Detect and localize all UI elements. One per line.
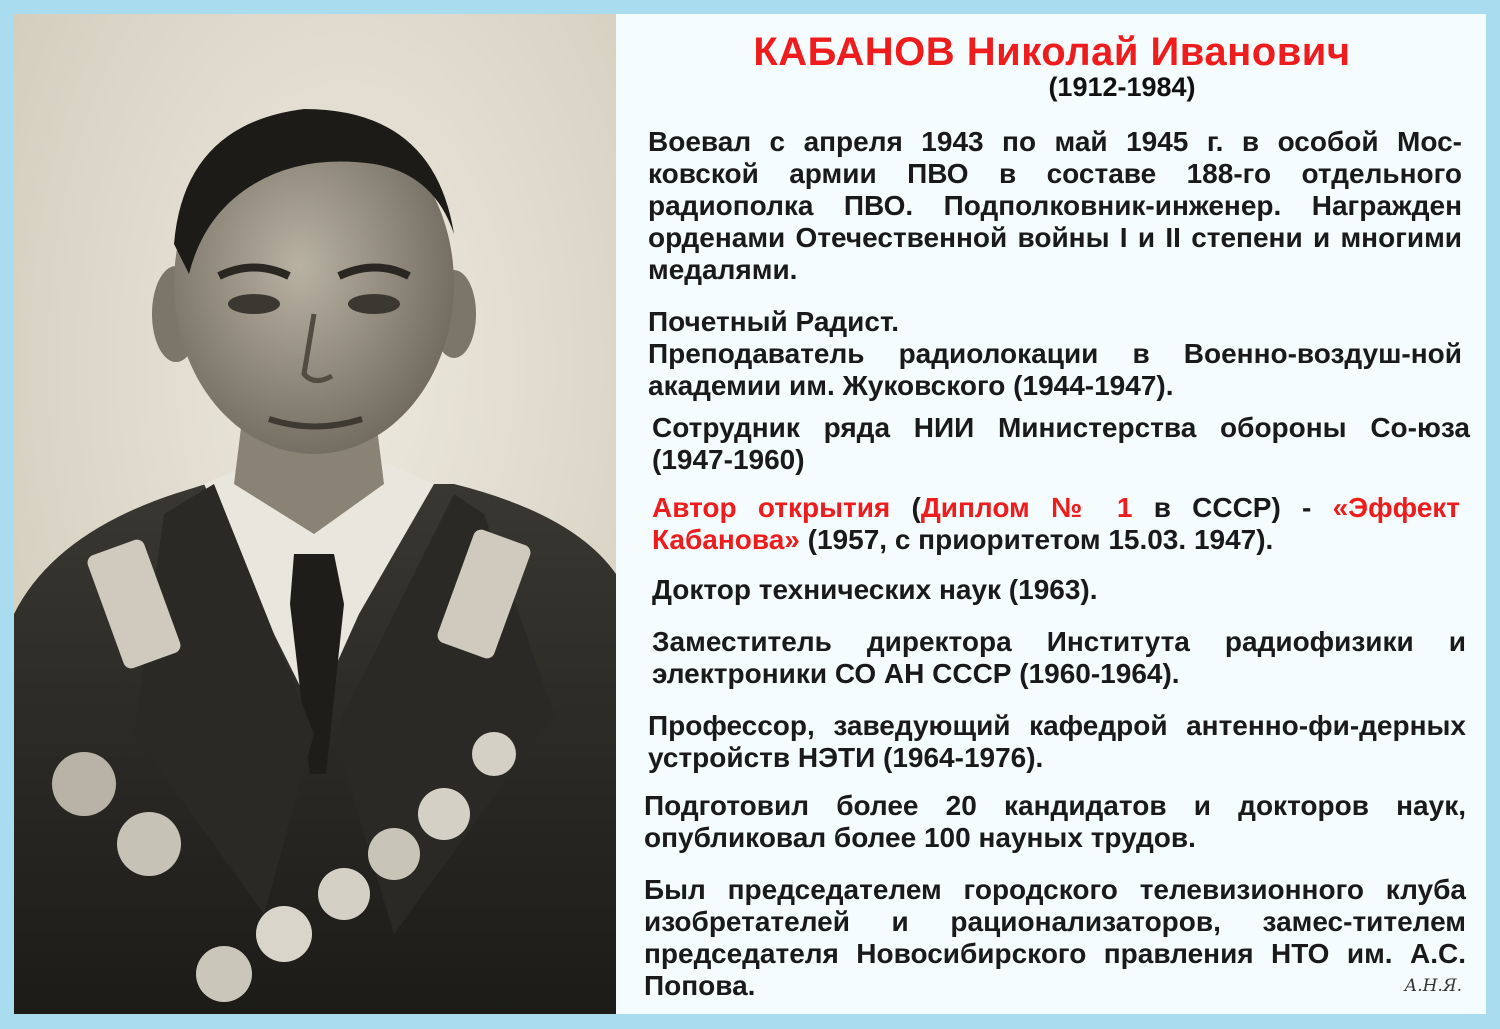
bio-researcher: Сотрудник ряда НИИ Министерства обороны Со-юза (1947-1960) xyxy=(652,412,1470,475)
author-signature: А.Н.Я. xyxy=(1404,976,1462,996)
life-years: (1912-1984) xyxy=(1048,72,1196,102)
biography-panel xyxy=(618,14,1486,1014)
discovery-text-a: ( xyxy=(890,492,921,523)
discovery-text-c: (1957, с приоритетом 15.03. 1947). xyxy=(799,524,1274,555)
discovery-effect-name: «Эффект Кабанова» xyxy=(652,492,1461,555)
bio-military-service: Воевал с апреля 1943 по май 1945 г. в особой Мос-ковской армии ПВО в составе 188-го отдельного радиополка ПВО. Подполковник-инженер. Награжден орденами Отечественной войны I и II степени и многими медалями. xyxy=(648,126,1462,285)
bio-doctor-degree: Доктор технических наук (1963). xyxy=(652,574,1098,605)
bio-public-activity: Был председателем городского телевизионного клуба изобретателей и рационализаторов, замес-тителем председателя Новосибирского правления НТО им. А.С. Попова. xyxy=(644,874,1466,1001)
discovery-text-b: в СССР) - xyxy=(1132,492,1333,523)
person-name: КАБАНОВ Николай Иванович xyxy=(753,30,1351,74)
bio-honorary-radio-operator: Почетный Радист. xyxy=(648,306,899,337)
bio-lecturer: Преподаватель радиолокации в Военно-воздуш-ной академии им. Жуковского (1944-1947). xyxy=(648,338,1462,401)
bio-discovery xyxy=(652,492,1460,556)
discovery-author-label: Автор открытия xyxy=(652,492,891,523)
bio-deputy-director: Заместитель директора Института радиофизики и электроники СО АН СССР (1960-1964). xyxy=(652,626,1466,689)
discovery-diploma: Диплом № 1 xyxy=(920,492,1133,523)
portrait-illustration xyxy=(14,14,616,1014)
bio-students-publications: Подготовил более 20 кандидатов и докторов наук, опубликовал более 100 науных трудов. xyxy=(644,790,1466,853)
portrait-photo xyxy=(14,14,616,1014)
bio-professor: Профессор, заведующий кафедрой антенно-фи-дерных устройств НЭТИ (1964-1976). xyxy=(648,710,1466,773)
